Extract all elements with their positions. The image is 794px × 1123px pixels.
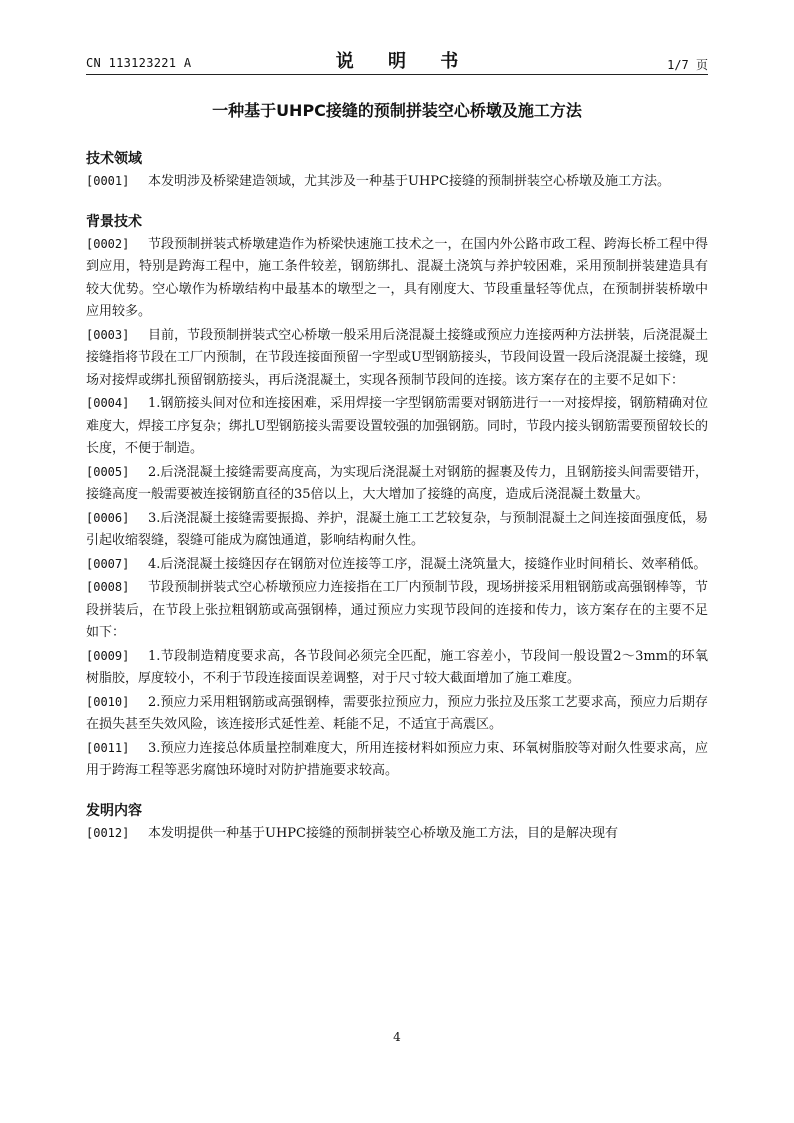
- paragraph-number: [0012]: [86, 825, 130, 840]
- paragraph-text: 节段预制拼装式空心桥墩预应力连接指在工厂内预制节段，现场拼接采用粗钢筋或高强钢棒等，节段拼装后，在节段上张拉粗钢筋或高强钢棒，通过预应力实现节段间的连接和传力，该方案存在的主要不足如下：: [86, 580, 708, 640]
- paragraph-text: 2.预应力采用粗钢筋或高强钢棒，需要张拉预应力，预应力张拉及压浆工艺要求高，预应力后期存在损失甚至失效风险，该连接形式延性差、耗能不足，不适宜于高震区。: [86, 694, 708, 732]
- section-technical-field: [86, 148, 708, 194]
- paragraph-text: 4.后浇混凝土接缝因存在钢筋对位连接等工序，混凝土浇筑量大，接缝作业时间稍长、效率稍低。: [148, 556, 707, 572]
- paragraph: [86, 822, 708, 846]
- paragraph-number: [0007]: [86, 556, 130, 571]
- paragraph-number: [0008]: [86, 580, 130, 594]
- section-heading: 发明内容: [86, 802, 142, 819]
- paragraph: [86, 170, 708, 194]
- paragraph-text: 3.预应力连接总体质量控制难度大，所用连接材料如预应力束、环氧树脂胶等对耐久性要求高，应用于跨海工程等恶劣腐蚀环境时对防护措施要求较高。: [86, 740, 708, 778]
- paragraph-number: [0011]: [86, 740, 130, 755]
- paragraph: [86, 691, 708, 737]
- paragraph: [86, 645, 708, 691]
- publication-number: CN 113123221 A: [86, 56, 192, 70]
- paragraph-number: [0003]: [86, 327, 130, 342]
- header-title: 说 明 书: [335, 51, 473, 72]
- section-invention-content: [86, 800, 708, 846]
- page-number: 4: [393, 1030, 401, 1044]
- paragraph-number: [0010]: [86, 694, 130, 709]
- header-divider: [86, 74, 708, 75]
- section-heading: 背景技术: [86, 213, 142, 230]
- section-background: [86, 211, 708, 783]
- paragraph-text: 3.后浇混凝土接缝需要振捣、养护，混凝土施工工艺较复杂，与预制混凝土之间连接面强度低，易引起收缩裂缝，裂缝可能成为腐蚀通道，影响结构耐久性。: [86, 510, 708, 548]
- document-body: [86, 148, 708, 845]
- paragraph: [86, 737, 708, 783]
- paragraph-text: 1.钢筋接头间对位和连接困难，采用焊接一字型钢筋需要对钢筋进行一一对接焊接，钢筋精确对位难度大，焊接工序复杂；绑扎U型钢筋接头需要设置较强的加强钢筋。同时，节段内接头钢筋需要预留较长的长度，不便于制造。: [86, 396, 708, 456]
- paragraph-text: 本发明涉及桥梁建造领域，尤其涉及一种基于UHPC接缝的预制拼装空心桥墩及施工方法。: [148, 174, 670, 189]
- document-title: 一种基于UHPC接缝的预制拼装空心桥墩及施工方法: [212, 101, 582, 120]
- section-heading: 技术领域: [86, 151, 142, 167]
- paragraph-text: 1.节段制造精度要求高，各节段间必须完全匹配，施工容差小，节段间一般设置2～3mm的环氧树脂胶，厚度较小，不利于节段连接面误差调整，对于尺寸较大截面增加了施工难度。: [86, 648, 708, 686]
- paragraph-text: 节段预制拼装式桥墩建造作为桥梁快速施工技术之一，在国内外公路市政工程、跨海长桥工程中得到应用，特别是跨海工程中，施工条件较差，钢筋绑扎、混凝土浇筑与养护较困难，采用预制拼装建造具有较大优势。空心墩作为桥墩结构中最基本的墩型之一，具有刚度大、节段重量轻等优点，在预制拼装桥墩中应用较多。: [86, 236, 708, 319]
- paragraph-number: [0001]: [86, 174, 130, 188]
- paragraph: [86, 576, 708, 645]
- paragraph: [86, 461, 708, 507]
- paragraph-number: [0005]: [86, 464, 130, 479]
- page-header: [86, 44, 708, 74]
- paragraph-text: 2.后浇混凝土接缝需要高度高，为实现后浇混凝土对钢筋的握裹及传力，且钢筋接头间需要错开，接缝高度一般需要被连接钢筋直径的35倍以上，大大增加了接缝的高度，造成后浇混凝土数量大。: [86, 464, 708, 502]
- paragraph: [86, 392, 708, 461]
- paragraph-text: 本发明提供一种基于UHPC接缝的预制拼装空心桥墩及施工方法，目的是解决现有: [148, 825, 618, 841]
- paragraph: [86, 233, 708, 324]
- paragraph-number: [0004]: [86, 396, 130, 410]
- page-info: 1/7 页: [667, 58, 708, 72]
- paragraph: [86, 553, 708, 577]
- paragraph: [86, 324, 708, 393]
- paragraph: [86, 507, 708, 553]
- paragraph-number: [0006]: [86, 510, 130, 525]
- paragraph-number: [0002]: [86, 236, 130, 251]
- paragraph-text: 目前，节段预制拼装式空心桥墩一般采用后浇混凝土接缝或预应力连接两种方法拼装，后浇混凝土接缝指将节段在工厂内预制，在节段连接面预留一字型或U型钢筋接头，节段间设置一段后浇混凝土接缝，现场对接焊或绑扎预留钢筋接头，再后浇混凝土，实现各预制节段间的连接。该方案存在的主要不足如下：: [86, 327, 708, 388]
- paragraph-number: [0009]: [86, 648, 130, 663]
